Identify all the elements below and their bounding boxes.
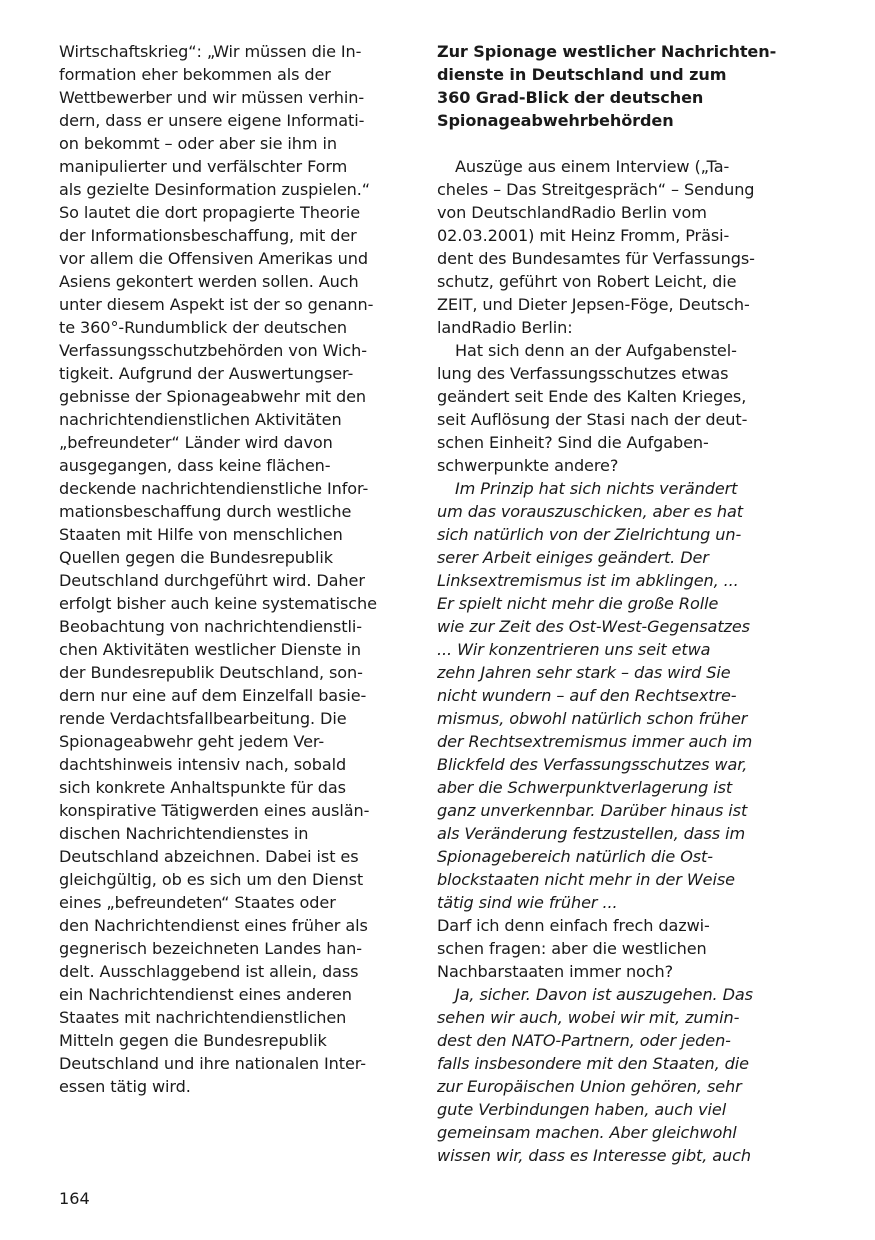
answer-line: Im Prinzip hat sich nichts verändert <box>455 479 738 498</box>
text-line: ausgegangen, dass keine flächen- <box>59 456 331 475</box>
question-line: Nachbarstaaten immer noch? <box>437 962 674 981</box>
question-line: schen Einheit? Sind die Aufgaben- <box>437 433 709 452</box>
interview-question-2 <box>437 914 779 983</box>
text-line: Mitteln gegen die Bundesrepublik <box>59 1031 327 1050</box>
answer-line: Er spielt nicht mehr die große Rolle <box>437 594 719 613</box>
question-line: Hat sich denn an der Aufgabenstel- <box>455 341 737 360</box>
interview-question-1 <box>437 339 779 477</box>
text-line: deckende nachrichtendienstliche Infor- <box>59 479 369 498</box>
text-line: Deutschland und ihre nationalen Inter- <box>59 1054 366 1073</box>
answer-line: Ja, sicher. Davon ist auszugehen. Das <box>455 985 753 1004</box>
text-line: schutz, geführt von Robert Leicht, die <box>437 272 737 291</box>
answer-line: um das vorauszuschicken, aber es hat <box>437 502 743 521</box>
text-line: als gezielte Desinformation zuspielen.“ <box>59 180 370 199</box>
left-column-text <box>59 40 402 1098</box>
text-line: unter diesem Aspekt ist der so genann- <box>59 295 374 314</box>
interview-intro <box>437 155 779 339</box>
right-column <box>437 40 779 1167</box>
question-line: schwerpunkte andere? <box>437 456 619 475</box>
answer-line: sich natürlich von der Zielrichtung un- <box>437 525 742 544</box>
text-line: dern nur eine auf dem Einzelfall basie- <box>59 686 367 705</box>
text-line: Asiens gekontert werden sollen. Auch <box>59 272 359 291</box>
interview-answer-1 <box>437 477 779 914</box>
text-line: Deutschland abzeichnen. Dabei ist es <box>59 847 359 866</box>
text-line: gebnisse der Spionageabwehr mit den <box>59 387 367 406</box>
text-line: essen tätig wird. <box>59 1077 191 1096</box>
text-line: landRadio Berlin: <box>437 318 573 337</box>
text-line: Deutschland durchgeführt wird. Daher <box>59 571 365 590</box>
answer-line: ... Wir konzentrieren uns seit etwa <box>437 640 711 659</box>
text-line: Quellen gegen die Bundesrepublik <box>59 548 333 567</box>
answer-line: mismus, obwohl natürlich schon früher <box>437 709 748 728</box>
text-line: der Informationsbeschaffung, mit der <box>59 226 357 245</box>
answer-line: gemeinsam machen. Aber gleichwohl <box>437 1123 737 1142</box>
answer-line: der Rechtsextremismus immer auch im <box>437 732 753 751</box>
text-line: chen Aktivitäten westlicher Dienste in <box>59 640 362 659</box>
answer-line: blockstaaten nicht mehr in der Weise <box>437 870 735 889</box>
answer-line: wissen wir, dass es Interesse gibt, auch <box>437 1146 752 1165</box>
text-line: Beobachtung von nachrichtendienstli- <box>59 617 362 636</box>
text-line: gleichgültig, ob es sich um den Dienst <box>59 870 364 889</box>
text-line: konspirative Tätigwerden eines auslän- <box>59 801 370 820</box>
question-line: schen fragen: aber die westlichen <box>437 939 707 958</box>
answer-line: ganz unverkennbar. Darüber hinaus ist <box>437 801 748 820</box>
text-line: von DeutschlandRadio Berlin vom <box>437 203 707 222</box>
text-line: der Bundesrepublik Deutschland, son- <box>59 663 363 682</box>
interview-answer-2 <box>437 983 779 1167</box>
text-line: „befreundeter“ Länder wird davon <box>59 433 333 452</box>
question-line: geändert seit Ende des Kalten Krieges, <box>437 387 747 406</box>
text-line: Wirtschaftskrieg“: „Wir müssen die In- <box>59 42 362 61</box>
heading-line: Spionageabwehrbehörden <box>437 111 674 130</box>
answer-line: zur Europäischen Union gehören, sehr <box>437 1077 742 1096</box>
text-line: Staates mit nachrichtendienstlichen <box>59 1008 347 1027</box>
heading-line: Zur Spionage westlicher Nachrichten- <box>437 42 777 61</box>
text-line: mationsbeschaffung durch westliche <box>59 502 352 521</box>
answer-line: sehen wir auch, wobei wir mit, zumin- <box>437 1008 740 1027</box>
answer-line: Linksextremismus ist im abklingen, ... <box>437 571 739 590</box>
answer-line: Blickfeld des Verfassungsschutzes war, <box>437 755 748 774</box>
text-line: dern, dass er unsere eigene Informati- <box>59 111 365 130</box>
text-line: cheles – Das Streitgespräch“ – Sendung <box>437 180 755 199</box>
answer-line: als Veränderung festzustellen, dass im <box>437 824 746 843</box>
text-line: Staaten mit Hilfe von menschlichen <box>59 525 343 544</box>
text-line: erfolgt bisher auch keine systematische <box>59 594 377 613</box>
left-column <box>59 40 402 1098</box>
heading-line: 360 Grad-Blick der deutschen <box>437 88 704 107</box>
text-line: manipulierter und verfälschter Form <box>59 157 348 176</box>
text-line: delt. Ausschlaggebend ist allein, dass <box>59 962 359 981</box>
answer-line: nicht wundern – auf den Rechtsextre- <box>437 686 737 705</box>
text-line: te 360°-Rundumblick der deutschen <box>59 318 348 337</box>
heading-spacer <box>437 132 779 155</box>
text-line: formation eher bekommen als der <box>59 65 331 84</box>
section-heading <box>437 40 779 132</box>
heading-line: dienste in Deutschland und zum <box>437 65 727 84</box>
text-line: 02.03.2001) mit Heinz Fromm, Präsi- <box>437 226 730 245</box>
text-line: tigkeit. Aufgrund der Auswertungser- <box>59 364 354 383</box>
question-line: lung des Verfassungsschutzes etwas <box>437 364 729 383</box>
answer-line: tätig sind wie früher ... <box>437 893 618 912</box>
question-line: seit Auflösung der Stasi nach der deut- <box>437 410 748 429</box>
answer-line: wie zur Zeit des Ost-West-Gegensatzes <box>437 617 750 636</box>
text-line: eines „befreundeten“ Staates oder <box>59 893 336 912</box>
text-line: vor allem die Offensiven Amerikas und <box>59 249 368 268</box>
text-line: Wettbewerber und wir müssen verhin- <box>59 88 365 107</box>
answer-line: falls insbesondere mit den Staaten, die <box>437 1054 749 1073</box>
answer-line: gute Verbindungen haben, auch viel <box>437 1100 727 1119</box>
answer-line: serer Arbeit einiges geändert. Der <box>437 548 709 567</box>
text-line: den Nachrichtendienst eines früher als <box>59 916 368 935</box>
text-line: ZEIT, und Dieter Jepsen-Föge, Deutsch- <box>437 295 750 314</box>
text-line: sich konkrete Anhaltspunkte für das <box>59 778 346 797</box>
answer-line: aber die Schwerpunktverlagerung ist <box>437 778 733 797</box>
text-line: on bekommt – oder aber sie ihm in <box>59 134 337 153</box>
answer-line: Spionagebereich natürlich die Ost- <box>437 847 713 866</box>
text-line: dischen Nachrichtendienstes in <box>59 824 309 843</box>
text-line: Spionageabwehr geht jedem Ver- <box>59 732 325 751</box>
page-number: 164 <box>59 1189 90 1208</box>
text-line: dent des Bundesamtes für Verfassungs- <box>437 249 755 268</box>
text-line: gegnerisch bezeichneten Landes han- <box>59 939 362 958</box>
text-line: nachrichtendienstlichen Aktivitäten <box>59 410 342 429</box>
text-line: dachtshinweis intensiv nach, sobald <box>59 755 347 774</box>
text-line: Verfassungsschutzbehörden von Wich- <box>59 341 367 360</box>
text-line: So lautet die dort propagierte Theorie <box>59 203 361 222</box>
answer-line: zehn Jahren sehr stark – das wird Sie <box>437 663 731 682</box>
question-line: Darf ich denn einfach frech dazwi- <box>437 916 710 935</box>
text-line: rende Verdachtsfallbearbeitung. Die <box>59 709 347 728</box>
text-line: Auszüge aus einem Interview („Ta- <box>455 157 730 176</box>
text-line: ein Nachrichtendienst eines anderen <box>59 985 352 1004</box>
answer-line: dest den NATO-Partnern, oder jeden- <box>437 1031 731 1050</box>
